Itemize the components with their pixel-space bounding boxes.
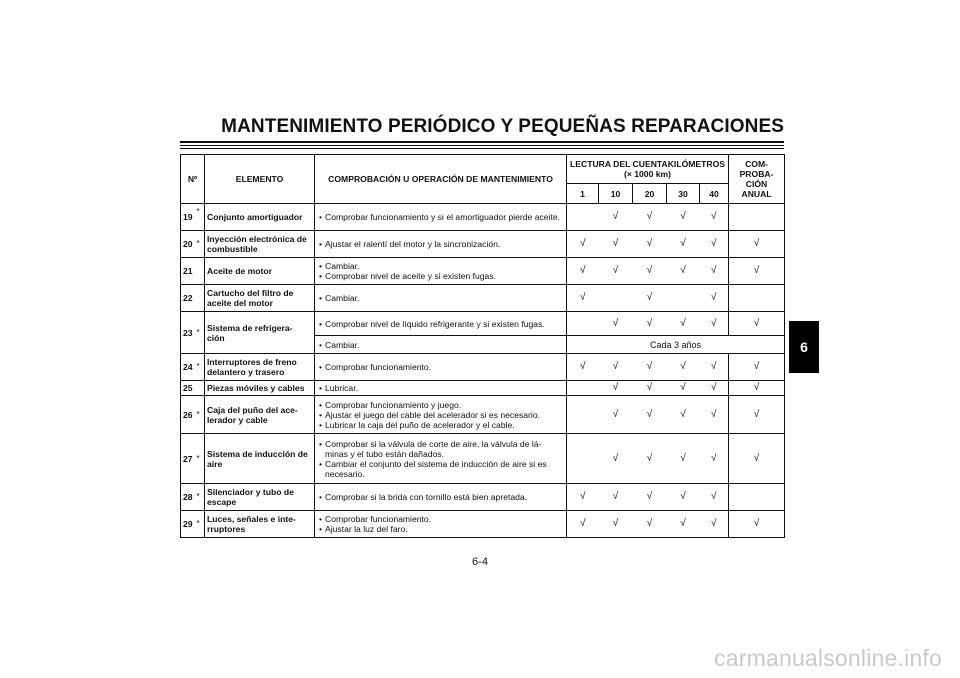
row-operation <box>315 312 567 336</box>
check-mark: √ <box>700 258 729 285</box>
header-annual: COM- PROBA- CIÓN ANUAL <box>729 155 785 204</box>
table-row <box>181 484 785 511</box>
title-rule <box>180 148 784 149</box>
check-mark: √ <box>633 231 667 258</box>
interval-note: Cada 3 años <box>567 336 785 354</box>
row-number: 22 <box>181 285 195 312</box>
header-km: 30 <box>667 184 700 204</box>
operation-line: • Ajustar el juego del cable del acelerador si es necesario. <box>317 410 564 420</box>
check-mark: √ <box>633 511 667 538</box>
check-mark: √ <box>599 396 633 434</box>
dealer-service-mark: * <box>195 231 205 258</box>
check-mark: √ <box>567 231 599 258</box>
row-operation <box>315 434 567 484</box>
row-number: 26 <box>181 396 195 434</box>
dealer-service-mark: * <box>195 484 205 511</box>
row-element: Aceite de motor <box>205 258 315 285</box>
watermark: carmanualsonline.info <box>714 645 942 671</box>
operation-line: • Cambiar. <box>317 340 564 350</box>
row-operation <box>315 336 567 354</box>
operation-line: • Comprobar funcionamiento. <box>317 362 564 372</box>
dealer-service-mark: * <box>195 354 205 381</box>
check-mark: √ <box>599 204 633 231</box>
dealer-service-mark <box>195 258 205 285</box>
row-operation <box>315 231 567 258</box>
title-rule <box>180 141 784 143</box>
operation-line: • Lubricar la caja del puño de acelerador y el cable. <box>317 420 564 430</box>
check-mark: √ <box>700 285 729 312</box>
empty-cell <box>729 484 785 511</box>
check-mark: √ <box>667 231 700 258</box>
empty-cell <box>729 204 785 231</box>
row-number: 21 <box>181 258 195 285</box>
row-element: Piezas móviles y cables <box>205 381 315 396</box>
header-km: 1 <box>567 184 599 204</box>
dealer-service-mark: * <box>195 312 205 354</box>
row-number: 28 <box>181 484 195 511</box>
check-mark: √ <box>700 231 729 258</box>
check-mark: √ <box>729 396 785 434</box>
check-mark: √ <box>700 354 729 381</box>
page-number: 6-4 <box>472 556 488 568</box>
check-mark: √ <box>729 511 785 538</box>
operation-line: • Comprobar nivel de líquido refrigerante y si existen fugas. <box>317 319 564 329</box>
page-title: MANTENIMIENTO PERIÓDICO Y PEQUEÑAS REPARACIONES <box>221 116 784 137</box>
row-element: Conjunto amortiguador <box>205 204 315 231</box>
row-element: Inyección electrónica de combustible <box>205 231 315 258</box>
check-mark: √ <box>729 258 785 285</box>
check-mark: √ <box>729 231 785 258</box>
check-mark: √ <box>567 285 599 312</box>
row-operation <box>315 204 567 231</box>
row-operation <box>315 396 567 434</box>
operation-line: • Ajustar el ralentí del motor y la sincronización. <box>317 239 564 249</box>
table-row <box>181 434 785 484</box>
check-mark: √ <box>729 381 785 396</box>
table-row <box>181 258 785 285</box>
row-number: 29 <box>181 511 195 538</box>
title-rule <box>180 145 784 146</box>
row-operation <box>315 511 567 538</box>
table-row <box>181 354 785 381</box>
header-km: 20 <box>633 184 667 204</box>
table-row <box>181 381 785 396</box>
row-operation <box>315 484 567 511</box>
check-mark: √ <box>700 381 729 396</box>
check-mark: √ <box>633 204 667 231</box>
check-mark: √ <box>667 204 700 231</box>
table-row <box>181 312 785 336</box>
row-number: 24 <box>181 354 195 381</box>
check-mark: √ <box>700 511 729 538</box>
empty-cell <box>729 285 785 312</box>
table-row <box>181 511 785 538</box>
check-mark: √ <box>633 312 667 336</box>
check-mark: √ <box>633 285 667 312</box>
operation-line: • Comprobar funcionamiento y juego. <box>317 400 564 410</box>
empty-cell <box>567 381 599 396</box>
check-mark: √ <box>700 312 729 336</box>
table-row <box>181 204 785 231</box>
check-mark: √ <box>599 511 633 538</box>
check-mark: √ <box>633 381 667 396</box>
row-number: 27 <box>181 434 195 484</box>
empty-cell <box>567 396 599 434</box>
row-element: Caja del puño del ace- lerador y cable <box>205 396 315 434</box>
check-mark: √ <box>667 396 700 434</box>
check-mark: √ <box>567 511 599 538</box>
check-mark: √ <box>567 258 599 285</box>
operation-line: • Lubricar. <box>317 383 564 393</box>
row-number: 25 <box>181 381 195 396</box>
check-mark: √ <box>667 312 700 336</box>
empty-cell <box>567 204 599 231</box>
check-mark: √ <box>667 434 700 484</box>
row-element: Cartucho del filtro de aceite del motor <box>205 285 315 312</box>
dealer-service-mark: * <box>195 204 205 231</box>
dealer-service-mark: * <box>195 434 205 484</box>
check-mark: √ <box>599 231 633 258</box>
row-element: Silenciador y tubo de escape <box>205 484 315 511</box>
check-mark: √ <box>567 484 599 511</box>
check-mark: √ <box>599 484 633 511</box>
check-mark: √ <box>729 434 785 484</box>
header-operation: COMPROBACIÓN U OPERACIÓN DE MANTENIMIENTO <box>315 155 567 204</box>
maintenance-table <box>180 154 785 538</box>
row-number: 20 <box>181 231 195 258</box>
check-mark: √ <box>633 354 667 381</box>
operation-line: • Cambiar. <box>317 261 564 271</box>
header-element: ELEMENTO <box>205 155 315 204</box>
empty-cell <box>567 312 599 336</box>
row-element: Interruptores de freno delantero y trasero <box>205 354 315 381</box>
check-mark: √ <box>599 258 633 285</box>
operation-line: • Comprobar si la brida con tornillo está bien apretada. <box>317 492 564 502</box>
empty-cell <box>667 285 700 312</box>
row-element: Luces, señales e inte- rruptores <box>205 511 315 538</box>
row-operation <box>315 381 567 396</box>
empty-cell <box>599 285 633 312</box>
check-mark: √ <box>599 354 633 381</box>
operation-line: • Cambiar. <box>317 293 564 303</box>
row-operation <box>315 354 567 381</box>
check-mark: √ <box>700 484 729 511</box>
header-odometer-unit: (× 1000 km) <box>623 169 672 179</box>
dealer-service-mark: * <box>195 396 205 434</box>
check-mark: √ <box>667 484 700 511</box>
check-mark: √ <box>599 434 633 484</box>
chapter-tab: 6 <box>789 321 819 373</box>
check-mark: √ <box>599 312 633 336</box>
row-operation <box>315 285 567 312</box>
table-row <box>181 396 785 434</box>
header-km: 40 <box>700 184 729 204</box>
table-row <box>181 231 785 258</box>
operation-line: • Cambiar el conjunto del sistema de inducción de aire si es necesario. <box>317 459 564 479</box>
check-mark: √ <box>633 396 667 434</box>
row-number: 19 <box>181 204 195 231</box>
check-mark: √ <box>700 434 729 484</box>
operation-line: • Comprobar funcionamiento y si el amortiguador pierde aceite. <box>317 212 564 222</box>
header-odometer <box>567 155 729 184</box>
header-odometer-label: LECTURA DEL CUENTAKILÓMETROS <box>570 159 726 169</box>
row-operation <box>315 258 567 285</box>
check-mark: √ <box>633 484 667 511</box>
check-mark: √ <box>729 354 785 381</box>
check-mark: √ <box>633 434 667 484</box>
check-mark: √ <box>599 381 633 396</box>
row-number: 23 <box>181 312 195 354</box>
operation-line: • Comprobar si la válvula de corte de aire, la válvula de lá- minas y el tubo están dañados. <box>317 439 564 459</box>
operation-line: • Comprobar funcionamiento. <box>317 514 564 524</box>
dealer-service-mark <box>195 381 205 396</box>
table-row <box>181 285 785 312</box>
empty-cell <box>567 434 599 484</box>
check-mark: √ <box>729 312 785 336</box>
dealer-service-mark: * <box>195 511 205 538</box>
check-mark: √ <box>667 381 700 396</box>
check-mark: √ <box>700 396 729 434</box>
header-km: 10 <box>599 184 633 204</box>
row-element: Sistema de inducción de aire <box>205 434 315 484</box>
check-mark: √ <box>667 511 700 538</box>
check-mark: √ <box>667 354 700 381</box>
check-mark: √ <box>567 354 599 381</box>
dealer-service-mark <box>195 285 205 312</box>
operation-line: • Ajustar la luz del faro. <box>317 524 564 534</box>
check-mark: √ <box>700 204 729 231</box>
row-element: Sistema de refrigera- ción <box>205 312 315 354</box>
check-mark: √ <box>667 258 700 285</box>
header-no: Nº <box>181 155 205 204</box>
check-mark: √ <box>633 258 667 285</box>
operation-line: • Comprobar nivel de aceite y si existen fugas. <box>317 271 564 281</box>
